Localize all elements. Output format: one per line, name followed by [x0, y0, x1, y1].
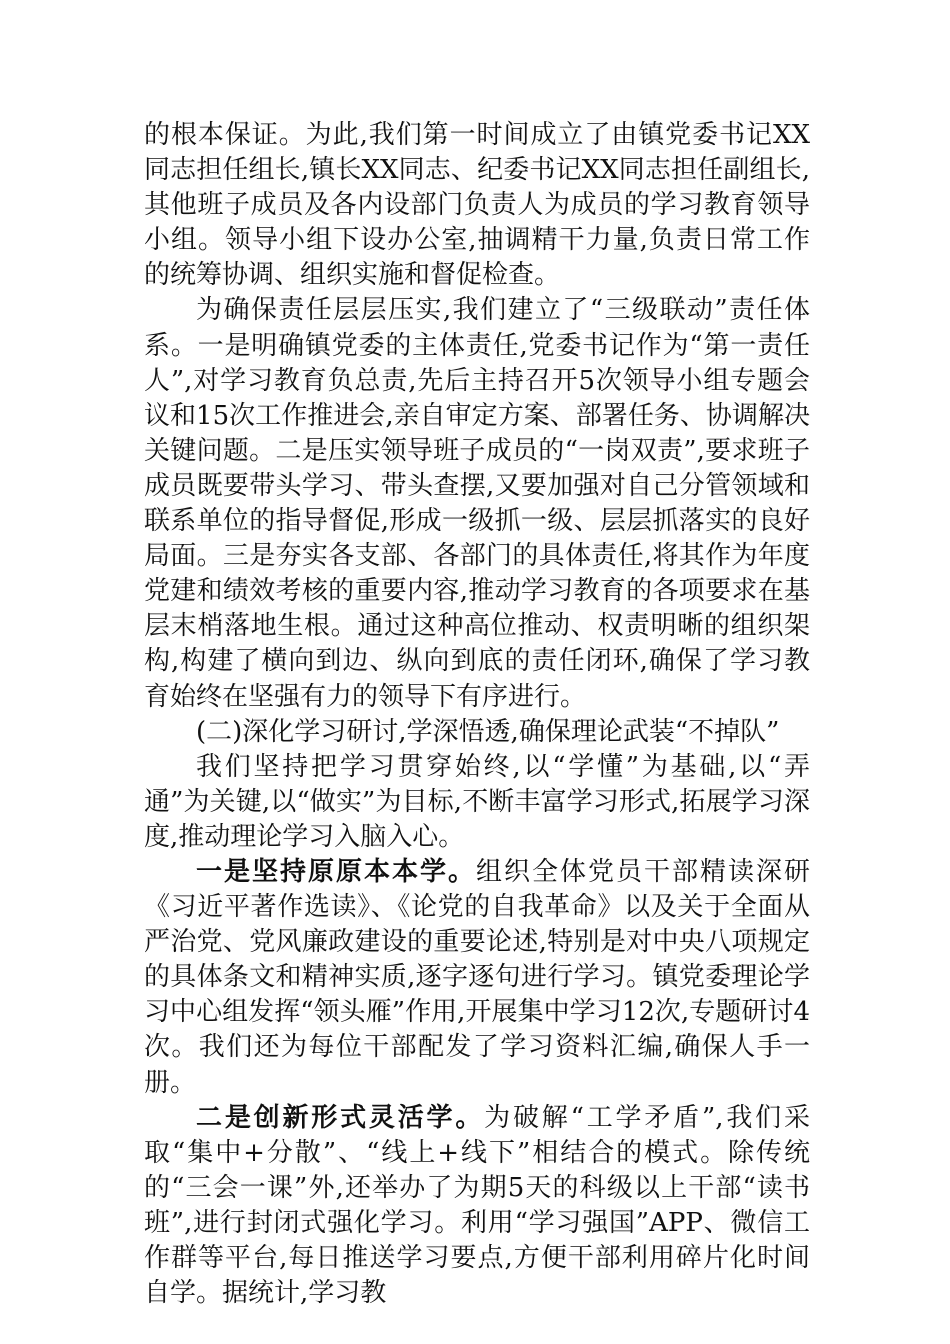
paragraph-leadership-group	[144, 118, 810, 293]
paragraph-flexible-study	[144, 1101, 810, 1312]
paragraph-responsibility-system	[144, 293, 810, 714]
paragraph-text: 为破解“工学矛盾”,我们采取“集中+分散”、“线上+线下”相结合的模式。除传统的“三会一课”外,还举办了为期5天的科级以上干部“读书班”,进行封闭式强化学习。利用“学习强国”APP、微信工作群等平台,每日推送学习要点,方便干部利用碎片化时间自学。据统计,学习教	[144, 1102, 810, 1309]
document-body	[144, 118, 810, 1311]
section-heading-text: (二)深化学习研讨,学深悟透,确保理论武装“不掉队”	[196, 716, 780, 747]
paragraph-text: 为确保责任层层压实,我们建立了“三级联动”责任体系。一是明确镇党委的主体责任,党委书记作为“第一责任人”,对学习教育负总责,先后主持召开5次领导小组专题会议和15次工作推进会,亲自审定方案、部署任务、协调解决关键问题。二是压实领导班子成员的“一岗双责”,要求班子成员既要带头学习、带头查摆,又要加强对自己分管领域和联系单位的指导督促,形成一级抓一级、层层抓落实的良好局面。三是夯实各支部、各部门的具体责任,将其作为年度党建和绩效考核的重要内容,推动学习教育的各项要求在基层末梢落地生根。通过这种高位推动、权责明晰的组织架构,构建了横向到边、纵向到底的责任闭环,确保了学习教育始终在坚强有力的领导下有序进行。	[144, 295, 810, 712]
paragraph-lead-bold: 一是坚持原原本本学。	[196, 856, 476, 887]
paragraph-text: 的根本保证。为此,我们第一时间成立了由镇党委书记XX同志担任组长,镇长XX同志、纪委书记XX同志担任副组长,其他班子成员及各内设部门负责人为成员的学习教育领导小组。领导小组下设办公室,抽调精干力量,负责日常工作的统筹协调、组织实施和督促检查。	[144, 120, 810, 291]
section-heading-study	[144, 715, 810, 750]
paragraph-text: 我们坚持把学习贯穿始终,以“学懂”为基础,以“弄通”为关键,以“做实”为目标,不断丰富学习形式,拓展学习深度,推动理论学习入脑入心。	[144, 751, 810, 852]
paragraph-text: 组织全体党员干部精读深研《习近平著作选读》、《论党的自我革命》以及关于全面从严治党、党风廉政建设的重要论述,特别是对中央八项规定的具体条文和精神实质,逐字逐句进行学习。镇党委理论学习中心组发挥“领头雁”作用,开展集中学习12次,专题研讨4次。我们还为每位干部配发了学习资料汇编,确保人手一册。	[144, 856, 810, 1098]
paragraph-study-principle	[144, 750, 810, 855]
paragraph-original-study	[144, 855, 810, 1101]
paragraph-lead-bold: 二是创新形式灵活学。	[196, 1102, 485, 1133]
